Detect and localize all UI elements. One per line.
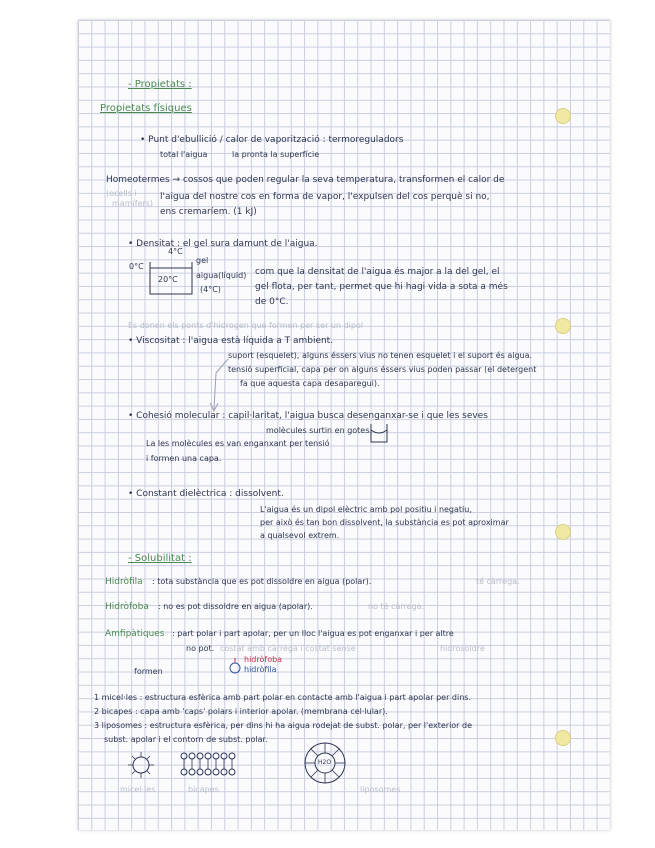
amphipathic-molecule-sketch xyxy=(226,656,244,676)
aigua-temp: (4°C) xyxy=(200,285,221,294)
constant-line1: L'aigua és un dipol elèctric amb pol positiu i negatiu, xyxy=(260,505,472,514)
note-total: total l'aigua xyxy=(160,150,208,159)
hidrofoba-text: : no es pot dissoldre en aigua (apolar). xyxy=(158,602,313,611)
homeo-line3: ens cremaríem. (1 kJ) xyxy=(160,207,257,217)
hidrosol-note: hidrosoldre xyxy=(440,644,485,653)
term-hidrofila: Hidròfila xyxy=(105,577,143,587)
capillary-sketch xyxy=(368,422,390,446)
homeo-note1: (ocells i xyxy=(106,189,137,198)
liposomes-label: liposomes xyxy=(360,785,401,794)
micelle-diagram xyxy=(126,750,156,780)
list-micelles: 1 micel·les : estructura esfèrica amb part polar en contacte amb l'aigua i part apolar per dins. xyxy=(94,693,471,702)
constant-line3: a qualsevol extrem. xyxy=(260,531,340,540)
homeo-line2: l'aigua del nostre cos en forma de vapor, l'expulsen del cos perquè si no, xyxy=(160,192,490,202)
gel-label: gel xyxy=(196,256,209,265)
amfi-text2: no pot. xyxy=(186,644,215,653)
list-liposomes-cont: subst. apolar i el contorn de subst. polar. xyxy=(104,735,268,744)
amfi-text: : part polar i part apolar, per un lloc l'aigua es pot enganxar i per altre xyxy=(172,629,454,638)
cohesio-tensio: La les molècules es van enganxant per tensió xyxy=(146,439,330,448)
cohesio-gotes: molècules surtin en gotes. xyxy=(266,426,372,435)
densitat-text1: com que la densitat de l'aigua és major a la del gel, el xyxy=(255,267,500,277)
homeo-note2: mamífers) xyxy=(112,199,154,208)
ring-hole xyxy=(555,318,571,334)
term-amfipatiques: Amfipàtiques xyxy=(105,629,165,639)
h2o-label: H2O xyxy=(318,759,332,766)
hidrofoba-note: no té càrrega. xyxy=(368,602,425,611)
homeo-line1: Homeotermes → cossos que poden regular la seva temperatura, transformen el calor de xyxy=(106,175,505,185)
hidrofila-blue-label: hidròfila xyxy=(244,665,277,674)
micelles-label: micel·les xyxy=(120,785,156,794)
hidrofila-note: té càrrega. xyxy=(476,577,520,586)
gray-note-ponts: Es donen els ponts d'hidrogen que formen per ser un dipol xyxy=(128,321,364,330)
ice-container-sketch xyxy=(148,258,212,298)
bullet-cohesio: • Cohesió molecular : capil·laritat, l'aigua busca desenganxar-se i que les seves xyxy=(128,411,488,421)
amfi-note: costat amb càrrega i costat sense xyxy=(220,644,356,653)
arrow-sketch xyxy=(200,355,240,415)
bullet-ebullicio: • Punt d'ebullició / calor de vaporització : termoreguladors xyxy=(140,135,404,145)
ring-hole xyxy=(555,524,571,540)
hidrofoba-red-label: hidròfoba xyxy=(244,655,283,664)
svg-text:20°C: 20°C xyxy=(158,275,178,284)
viscositat-tensio: tensió superficial, capa per on alguns éssers vius poden passar (el detergent xyxy=(228,365,537,374)
bullet-viscositat: • Viscositat : l'aigua està líquida a T ambient. xyxy=(128,336,334,346)
bullet-constant: • Constant dielèctrica : dissolvent. xyxy=(128,489,284,499)
bicapes-label: bicapes xyxy=(188,785,219,794)
temp-4c: 4°C xyxy=(168,247,183,256)
ring-hole xyxy=(555,730,571,746)
formen-label: formen xyxy=(134,667,163,676)
viscositat-detergent: fa que aquesta capa desaparegui). xyxy=(240,379,380,388)
hidrofila-text: : tota substància que es pot dissoldre en aigua (polar). xyxy=(152,577,372,586)
note-superficie: la pronta la superfície xyxy=(232,150,320,159)
constant-line2: per això és tan bon dissolvent, la substància es pot aproximar xyxy=(260,518,509,527)
temp-0c: 0°C xyxy=(129,262,144,271)
list-liposomes: 3 liposomes : estructura esfèrica, per dins hi ha aigua rodejat de subst. polar, per l'exterior de xyxy=(94,721,473,730)
solubilitat-heading: - Solubilitat : xyxy=(128,553,192,564)
bullet-densitat: • Densitat : el gel sura damunt de l'aigua. xyxy=(128,239,318,249)
list-bicapes: 2 bicapes : capa amb 'caps' polars i interior apolar. (membrana cel·lular). xyxy=(94,707,388,716)
section-title: - Propietats : xyxy=(128,79,192,90)
aigua-label: aigua(líquid) xyxy=(196,271,247,280)
subsection-title: Propietats físiques xyxy=(100,103,192,114)
bilayer-diagram xyxy=(178,752,240,776)
term-hidrofoba: Hidròfoba xyxy=(105,602,149,612)
densitat-text2: gel flota, per tant, permet que hi hagi vida a sota a més xyxy=(255,282,508,292)
ring-hole xyxy=(555,108,571,124)
densitat-text3: de 0°C. xyxy=(255,297,289,307)
viscositat-suport: suport (esquelet), alguns éssers vius no tenen esquelet i el suport és aigua. xyxy=(228,351,533,360)
cohesio-capa: i formen una capa. xyxy=(146,454,222,463)
